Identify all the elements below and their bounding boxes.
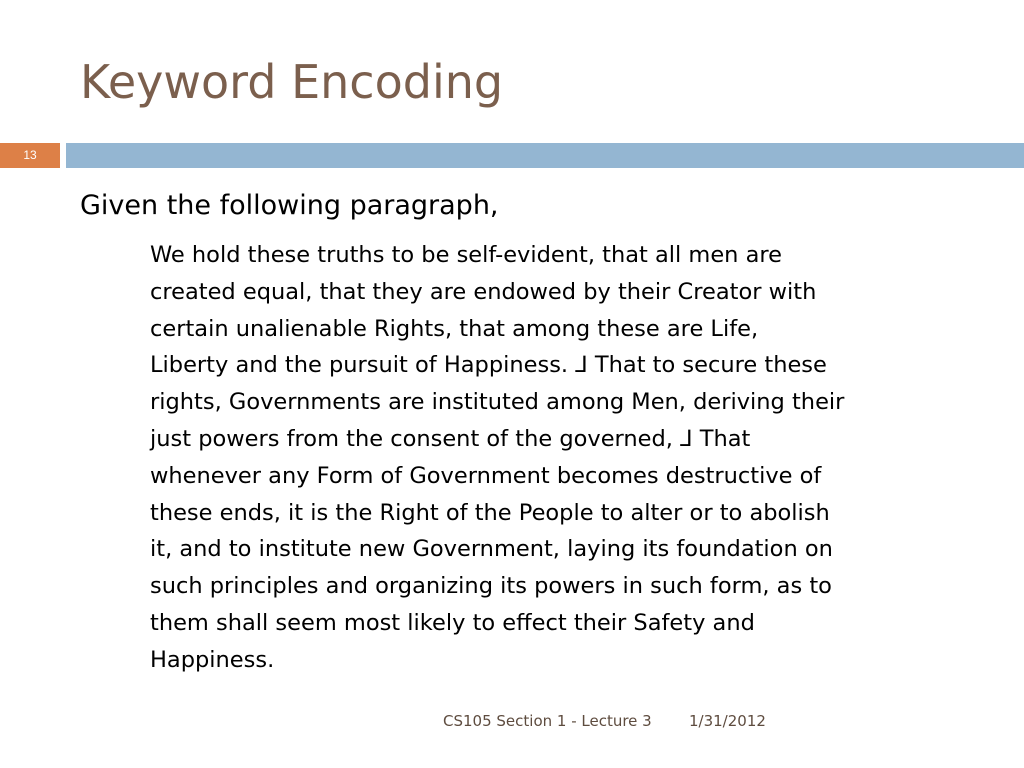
footer-course: CS105 Section 1 - Lecture 3 bbox=[443, 712, 652, 730]
footer-date: 1/31/2012 bbox=[689, 712, 766, 730]
quote-line: We hold these truths to be self-evident, that all men are bbox=[150, 242, 782, 268]
slide-title: Keyword Encoding bbox=[80, 55, 504, 109]
quote-line: them shall seem most likely to effect their Safety and bbox=[150, 609, 755, 636]
quote-line: created equal, that they are endowed by their Creator with bbox=[150, 278, 817, 305]
slide-number-badge: 13 bbox=[0, 143, 60, 168]
quote-line: it, and to institute new Government, laying its foundation on bbox=[150, 536, 833, 563]
quote-line: Liberty and the pursuit of Happiness. ⅃ That to secure these bbox=[150, 352, 827, 379]
quote-block bbox=[150, 237, 990, 679]
quote-line: these ends, it is the Right of the People to alter or to abolish bbox=[150, 499, 830, 526]
quote-line: certain unalienable Rights, that among these are Life, bbox=[150, 315, 759, 342]
quote-line: rights, Governments are instituted among Men, deriving their bbox=[150, 389, 845, 416]
header-bar bbox=[66, 143, 1024, 168]
quote-line: just powers from the consent of the governed, ⅃ That bbox=[150, 425, 751, 452]
intro-text: Given the following paragraph, bbox=[80, 190, 499, 221]
quote-line: Happiness. bbox=[150, 646, 275, 673]
quote-line: such principles and organizing its powers in such form, as to bbox=[150, 573, 832, 600]
quote-line: whenever any Form of Government becomes destructive of bbox=[150, 462, 822, 489]
